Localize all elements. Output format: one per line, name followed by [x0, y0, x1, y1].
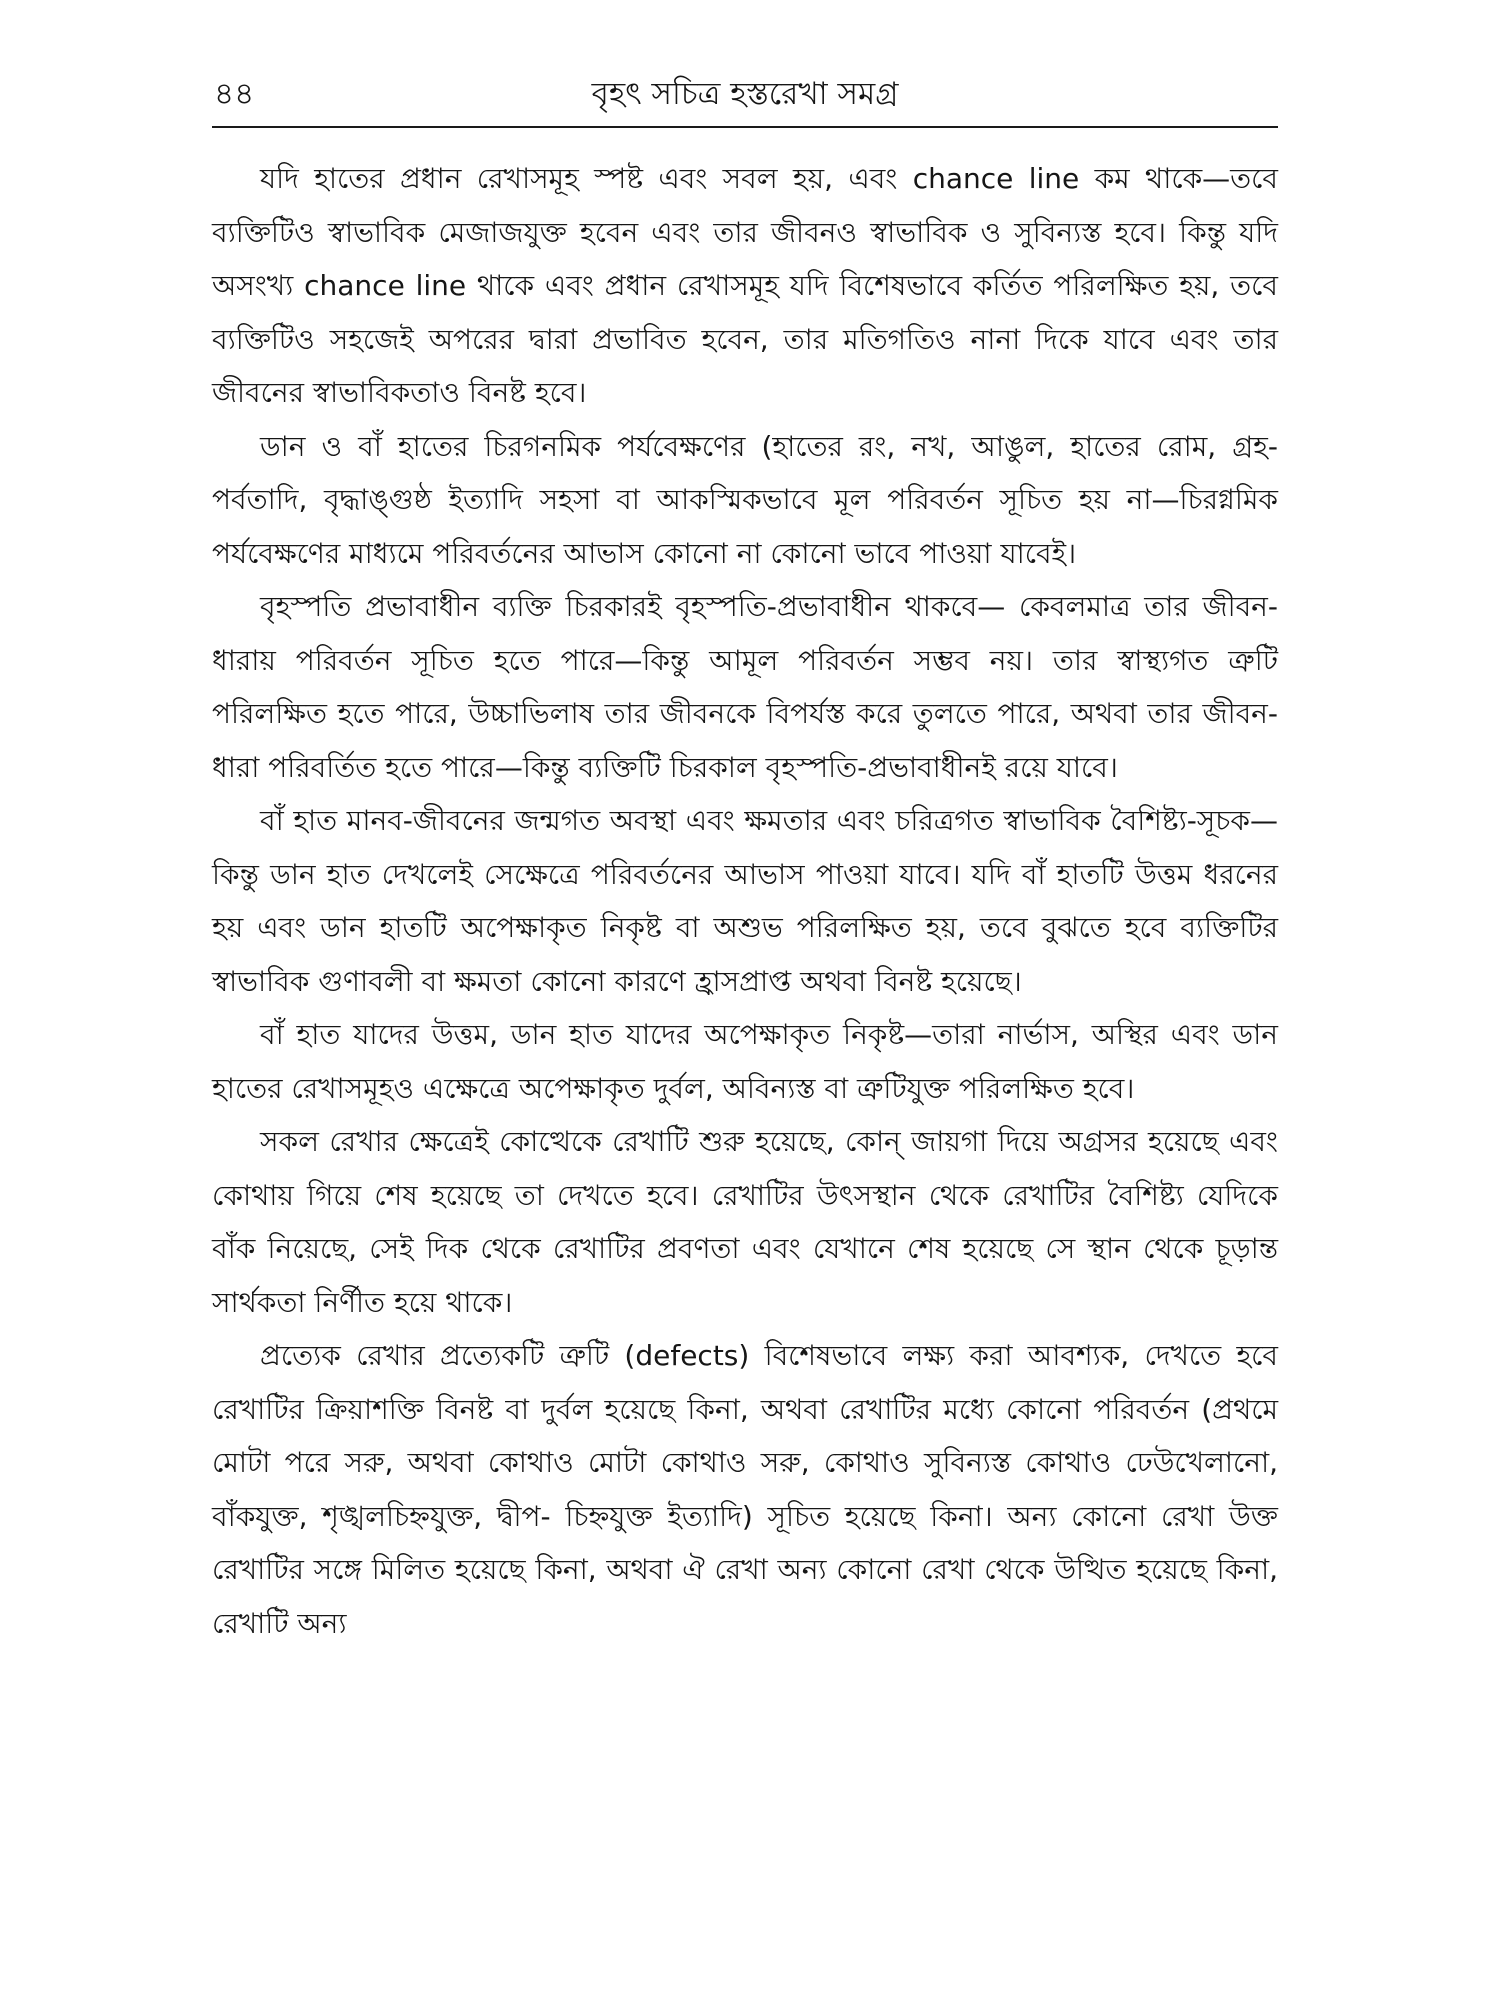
paragraph: প্রত্যেক রেখার প্রত্যেকটি ত্রুটি (defects) বিশেষভাবে লক্ষ্য করা আবশ্যক, দেখতে হবে রেখাটির ক্রিয়াশক্তি বিনষ্ট বা দুর্বল হয়েছে কিনা, অথবা রেখাটির মধ্যে কোনো পরিবর্তন (প্রথমে মোটা পরে সরু, অথবা কোথাও মোটা কোথাও সরু, কোথাও সুবিন্যস্ত কোথাও ঢেউখেলানো, বাঁকযুক্ত, শৃঙ্খলচিহ্নযুক্ত, দ্বীপ- চিহ্নযুক্ত ইত্যাদি) সূচিত হয়েছে কিনা। অন্য কোনো রেখা উক্ত রেখাটির সঙ্গে মিলিত হয়েছে কিনা, অথবা ঐ রেখা অন্য কোনো রেখা থেকে উত্থিত হয়েছে কিনা, রেখাটি অন্য	[212, 1339, 1278, 1640]
page-header	[212, 68, 1278, 128]
body-text	[212, 152, 1278, 1650]
running-title: বৃহৎ সচিত্র হস্তরেখা সমগ্র	[591, 76, 899, 112]
paragraph: ডান ও বাঁ হাতের চিরগনমিক পর্যবেক্ষণের (হাতের রং, নখ, আঙুল, হাতের রোম, গ্রহ-পর্বতাদি, বৃদ্ধাঙ্গুষ্ঠ ইত্যাদি সহসা বা আকস্মিকভাবে মূল পরিবর্তন সূচিত হয় না—চিরগ্নমিক পর্যবেক্ষণের মাধ্যমে পরিবর্তনের আভাস কোনো না কোনো ভাবে পাওয়া যাবেই।	[212, 429, 1278, 570]
paragraph: বৃহস্পতি প্রভাবাধীন ব্যক্তি চিরকারই বৃহস্পতি-প্রভাবাধীন থাকবে— কেবলমাত্র তার জীবন-ধারায় পরিবর্তন সূচিত হতে পারে—কিন্তু আমূল পরিবর্তন সম্ভব নয়। তার স্বাস্থ্যগত ত্রুটি পরিলক্ষিত হতে পারে, উচ্চাভিলাষ তার জীবনকে বিপর্যস্ত করে তুলতে পারে, অথবা তার জীবন-ধারা পরিবর্তিত হতে পারে—কিন্তু ব্যক্তিটি চিরকাল বৃহস্পতি-প্রভাবাধীনই রয়ে যাবে।	[212, 590, 1278, 784]
paragraph: বাঁ হাত মানব-জীবনের জন্মগত অবস্থা এবং ক্ষমতার এবং চরিত্রগত স্বাভাবিক বৈশিষ্ট্য-সূচক—কিন্তু ডান হাত দেখলেই সেক্ষেত্রে পরিবর্তনের আভাস পাওয়া যাবে। যদি বাঁ হাতটি উত্তম ধরনের হয় এবং ডান হাতটি অপেক্ষাকৃত নিকৃষ্ট বা অশুভ পরিলক্ষিত হয়, তবে বুঝতে হবে ব্যক্তিটির স্বাভাবিক গুণাবলী বা ক্ষমতা কোনো কারণে হ্রাসপ্রাপ্ত অথবা বিনষ্ট হয়েছে।	[212, 804, 1278, 998]
paragraph: সকল রেখার ক্ষেত্রেই কোত্থেকে রেখাটি শুরু হয়েছে, কোন্ জায়গা দিয়ে অগ্রসর হয়েছে এবং কোথায় গিয়ে শেষ হয়েছে তা দেখতে হবে। রেখাটির উৎসস্থান থেকে রেখাটির বৈশিষ্ট্য যেদিকে বাঁক নিয়েছে, সেই দিক থেকে রেখাটির প্রবণতা এবং যেখানে শেষ হয়েছে সে স্থান থেকে চূড়ান্ত সার্থকতা নির্ণীত হয়ে থাকে।	[212, 1125, 1278, 1319]
page-number: ৪৪	[214, 76, 255, 112]
paragraph: যদি হাতের প্রধান রেখাসমূহ স্পষ্ট এবং সবল হয়, এবং chance line কম থাকে—তবে ব্যক্তিটিও স্বাভাবিক মেজাজযুক্ত হবেন এবং তার জীবনও স্বাভাবিক ও সুবিন্যস্ত হবে। কিন্তু যদি অসংখ্য chance line থাকে এবং প্রধান রেখাসমূহ যদি বিশেষভাবে কর্তিত পরিলক্ষিত হয়, তবে ব্যক্তিটিও সহজেই অপরের দ্বারা প্রভাবিত হবেন, তার মতিগতিও নানা দিকে যাবে এবং তার জীবনের স্বাভাবিকতাও বিনষ্ট হবে।	[212, 162, 1278, 409]
paragraph: বাঁ হাত যাদের উত্তম, ডান হাত যাদের অপেক্ষাকৃত নিকৃষ্ট—তারা নার্ভাস, অস্থির এবং ডান হাতের রেখাসমূহও এক্ষেত্রে অপেক্ষাকৃত দুর্বল, অবিন্যস্ত বা ত্রুটিযুক্ত পরিলক্ষিত হবে।	[212, 1018, 1278, 1105]
